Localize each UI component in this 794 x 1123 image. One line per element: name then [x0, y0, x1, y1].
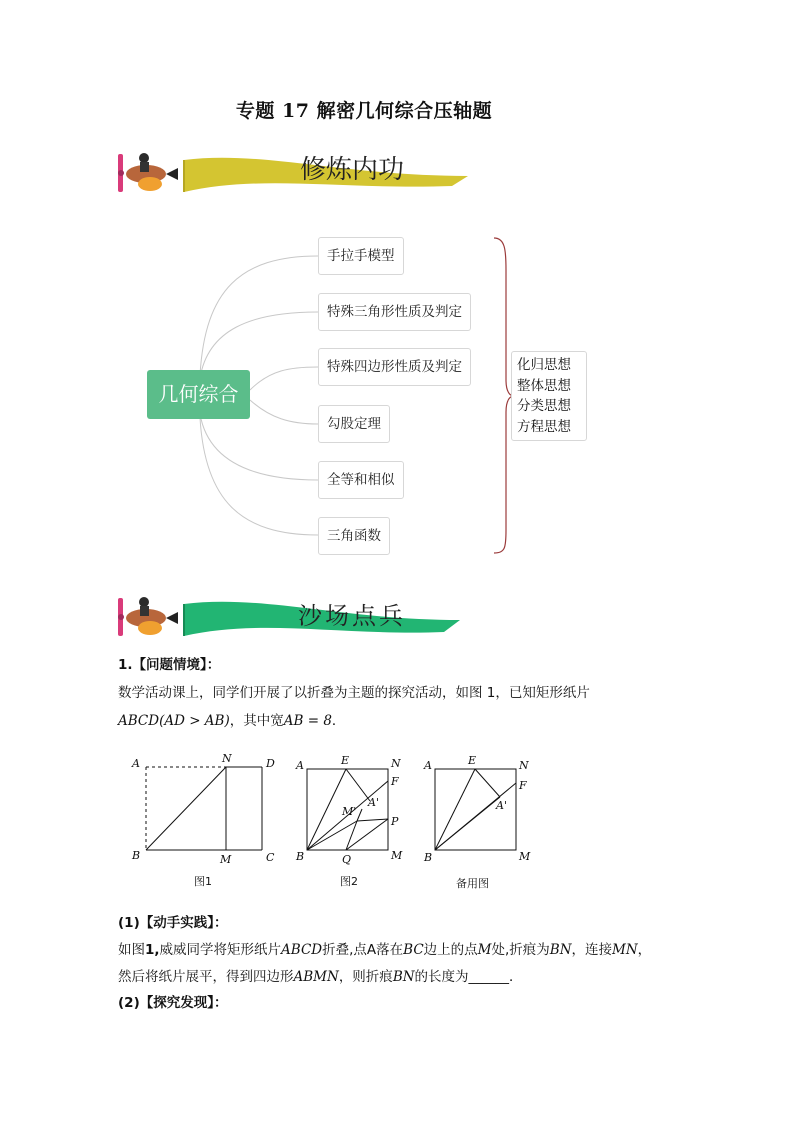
banner2-text: 沙场点兵	[298, 602, 406, 630]
fig3-label-a1: A'	[496, 799, 507, 812]
fig1-label-a: A	[132, 757, 140, 770]
mindmap-node-4: 勾股定理	[318, 405, 390, 443]
part2-label: (2)【探究发现】：	[118, 995, 228, 1011]
part1-label: (1)【动手实践】：	[118, 915, 228, 931]
thinking-2: 整体思想	[517, 377, 571, 394]
p1-h: 落在	[376, 942, 404, 958]
answer-blank: ______	[468, 969, 510, 985]
problem-line-1: 数学活动课上，同学们开展了以折叠为主题的探究活动，如图 1，已知矩形纸片	[118, 685, 590, 701]
fig1-label-d: D	[266, 757, 275, 770]
thinking-3: 分类思想	[517, 398, 571, 414]
fig3-label-f: F	[519, 779, 527, 792]
mindmap-node-2: 特殊三角形性质及判定	[318, 293, 471, 331]
problem-number: 1.	[118, 657, 133, 673]
problem-line-2	[118, 708, 345, 734]
part1-line-2	[118, 964, 523, 990]
thinking-methods	[511, 351, 587, 441]
p1-d: ABCD	[281, 942, 323, 958]
mindmap-node-6: 三角函数	[318, 517, 390, 555]
fig3-label-n: N	[519, 759, 529, 772]
thinking-1: 化归思想	[517, 357, 571, 373]
fig2-label-a1: A'	[368, 796, 379, 809]
p1l2-f: ．	[509, 969, 523, 985]
fig2-label-a: A	[296, 759, 304, 772]
p1l2-c: ，则折痕	[338, 969, 393, 985]
fig2-label-m1: M'	[342, 805, 357, 818]
fig1-label-b: B	[132, 849, 141, 862]
fig1-label-m: M	[220, 853, 232, 866]
p1-m: ,折痕为	[505, 942, 550, 958]
p1-o: ，连接	[571, 942, 613, 958]
problem-heading-text: 【问题情境】：	[132, 657, 221, 673]
problem-line2-end: ．	[331, 713, 346, 729]
thinking-4: 方程思想	[517, 418, 571, 435]
p1-q: ，	[637, 942, 652, 958]
airplane-icon	[118, 597, 178, 636]
fig1-label-c: C	[266, 851, 275, 864]
p1-n: BN	[549, 942, 572, 958]
p1-a: 如图	[118, 942, 145, 958]
p1-e: 折叠	[322, 942, 350, 958]
p1l2-e: 的长度为	[414, 969, 469, 985]
fig3-caption: 备用图	[456, 877, 489, 890]
page-title: 专题 17 解密几何综合压轴题	[235, 100, 493, 122]
problem-line2-text: ，其中宽	[229, 713, 284, 729]
p1-j: 边上的点	[423, 942, 478, 958]
banner-shachang	[112, 590, 482, 650]
mindmap-node-3: 特殊四边形性质及判定	[318, 348, 471, 386]
mindmap-node-1: 手拉手模型	[318, 237, 404, 275]
fig3-label-b: B	[424, 851, 433, 864]
fig1-caption: 图1	[194, 875, 212, 888]
p1-f: ,点	[349, 942, 367, 958]
p1l2-d: BN	[392, 969, 415, 985]
fig3-label-m: M	[519, 850, 531, 863]
part1-line-1	[118, 937, 651, 963]
p1-g: A	[366, 942, 377, 958]
figure-backup	[423, 754, 531, 890]
fig2-label-p: P	[391, 815, 399, 828]
fig2-label-e: E	[341, 754, 350, 767]
fig2-label-n: N	[391, 757, 401, 770]
p1-c: 威威同学将矩形纸片	[159, 942, 282, 958]
fig3-label-a: A	[424, 759, 432, 772]
fig3-label-e: E	[468, 754, 477, 767]
math-ab-eq-8: AB = 8	[283, 713, 332, 729]
geometry-figures	[110, 745, 550, 895]
p1-i: BC	[403, 942, 424, 958]
p1-b: 1,	[145, 942, 160, 958]
p1l2-a: 然后将纸片展平，得到四边形	[118, 969, 294, 985]
fig2-label-m: M	[391, 849, 403, 862]
p1-k: M	[477, 942, 492, 958]
mindmap-node-5: 全等和相似	[318, 461, 404, 499]
p1-p: MN	[612, 942, 638, 958]
fig2-label-f: F	[391, 775, 399, 788]
fig2-label-b: B	[296, 850, 305, 863]
mindmap-center: 几何综合	[147, 370, 250, 419]
problem-heading	[118, 652, 220, 678]
p1l2-b: ABMN	[293, 969, 339, 985]
p1-l: 处	[491, 942, 505, 958]
fig2-label-q: Q	[342, 853, 352, 866]
figure-1	[131, 752, 275, 888]
figure-2	[295, 754, 403, 888]
fig1-label-n: N	[222, 752, 232, 765]
banner1-text: 修炼内功	[299, 155, 405, 185]
fig2-caption: 图2	[340, 875, 358, 888]
math-abcd-ad-ab: ABCD(AD > AB)	[118, 713, 230, 729]
